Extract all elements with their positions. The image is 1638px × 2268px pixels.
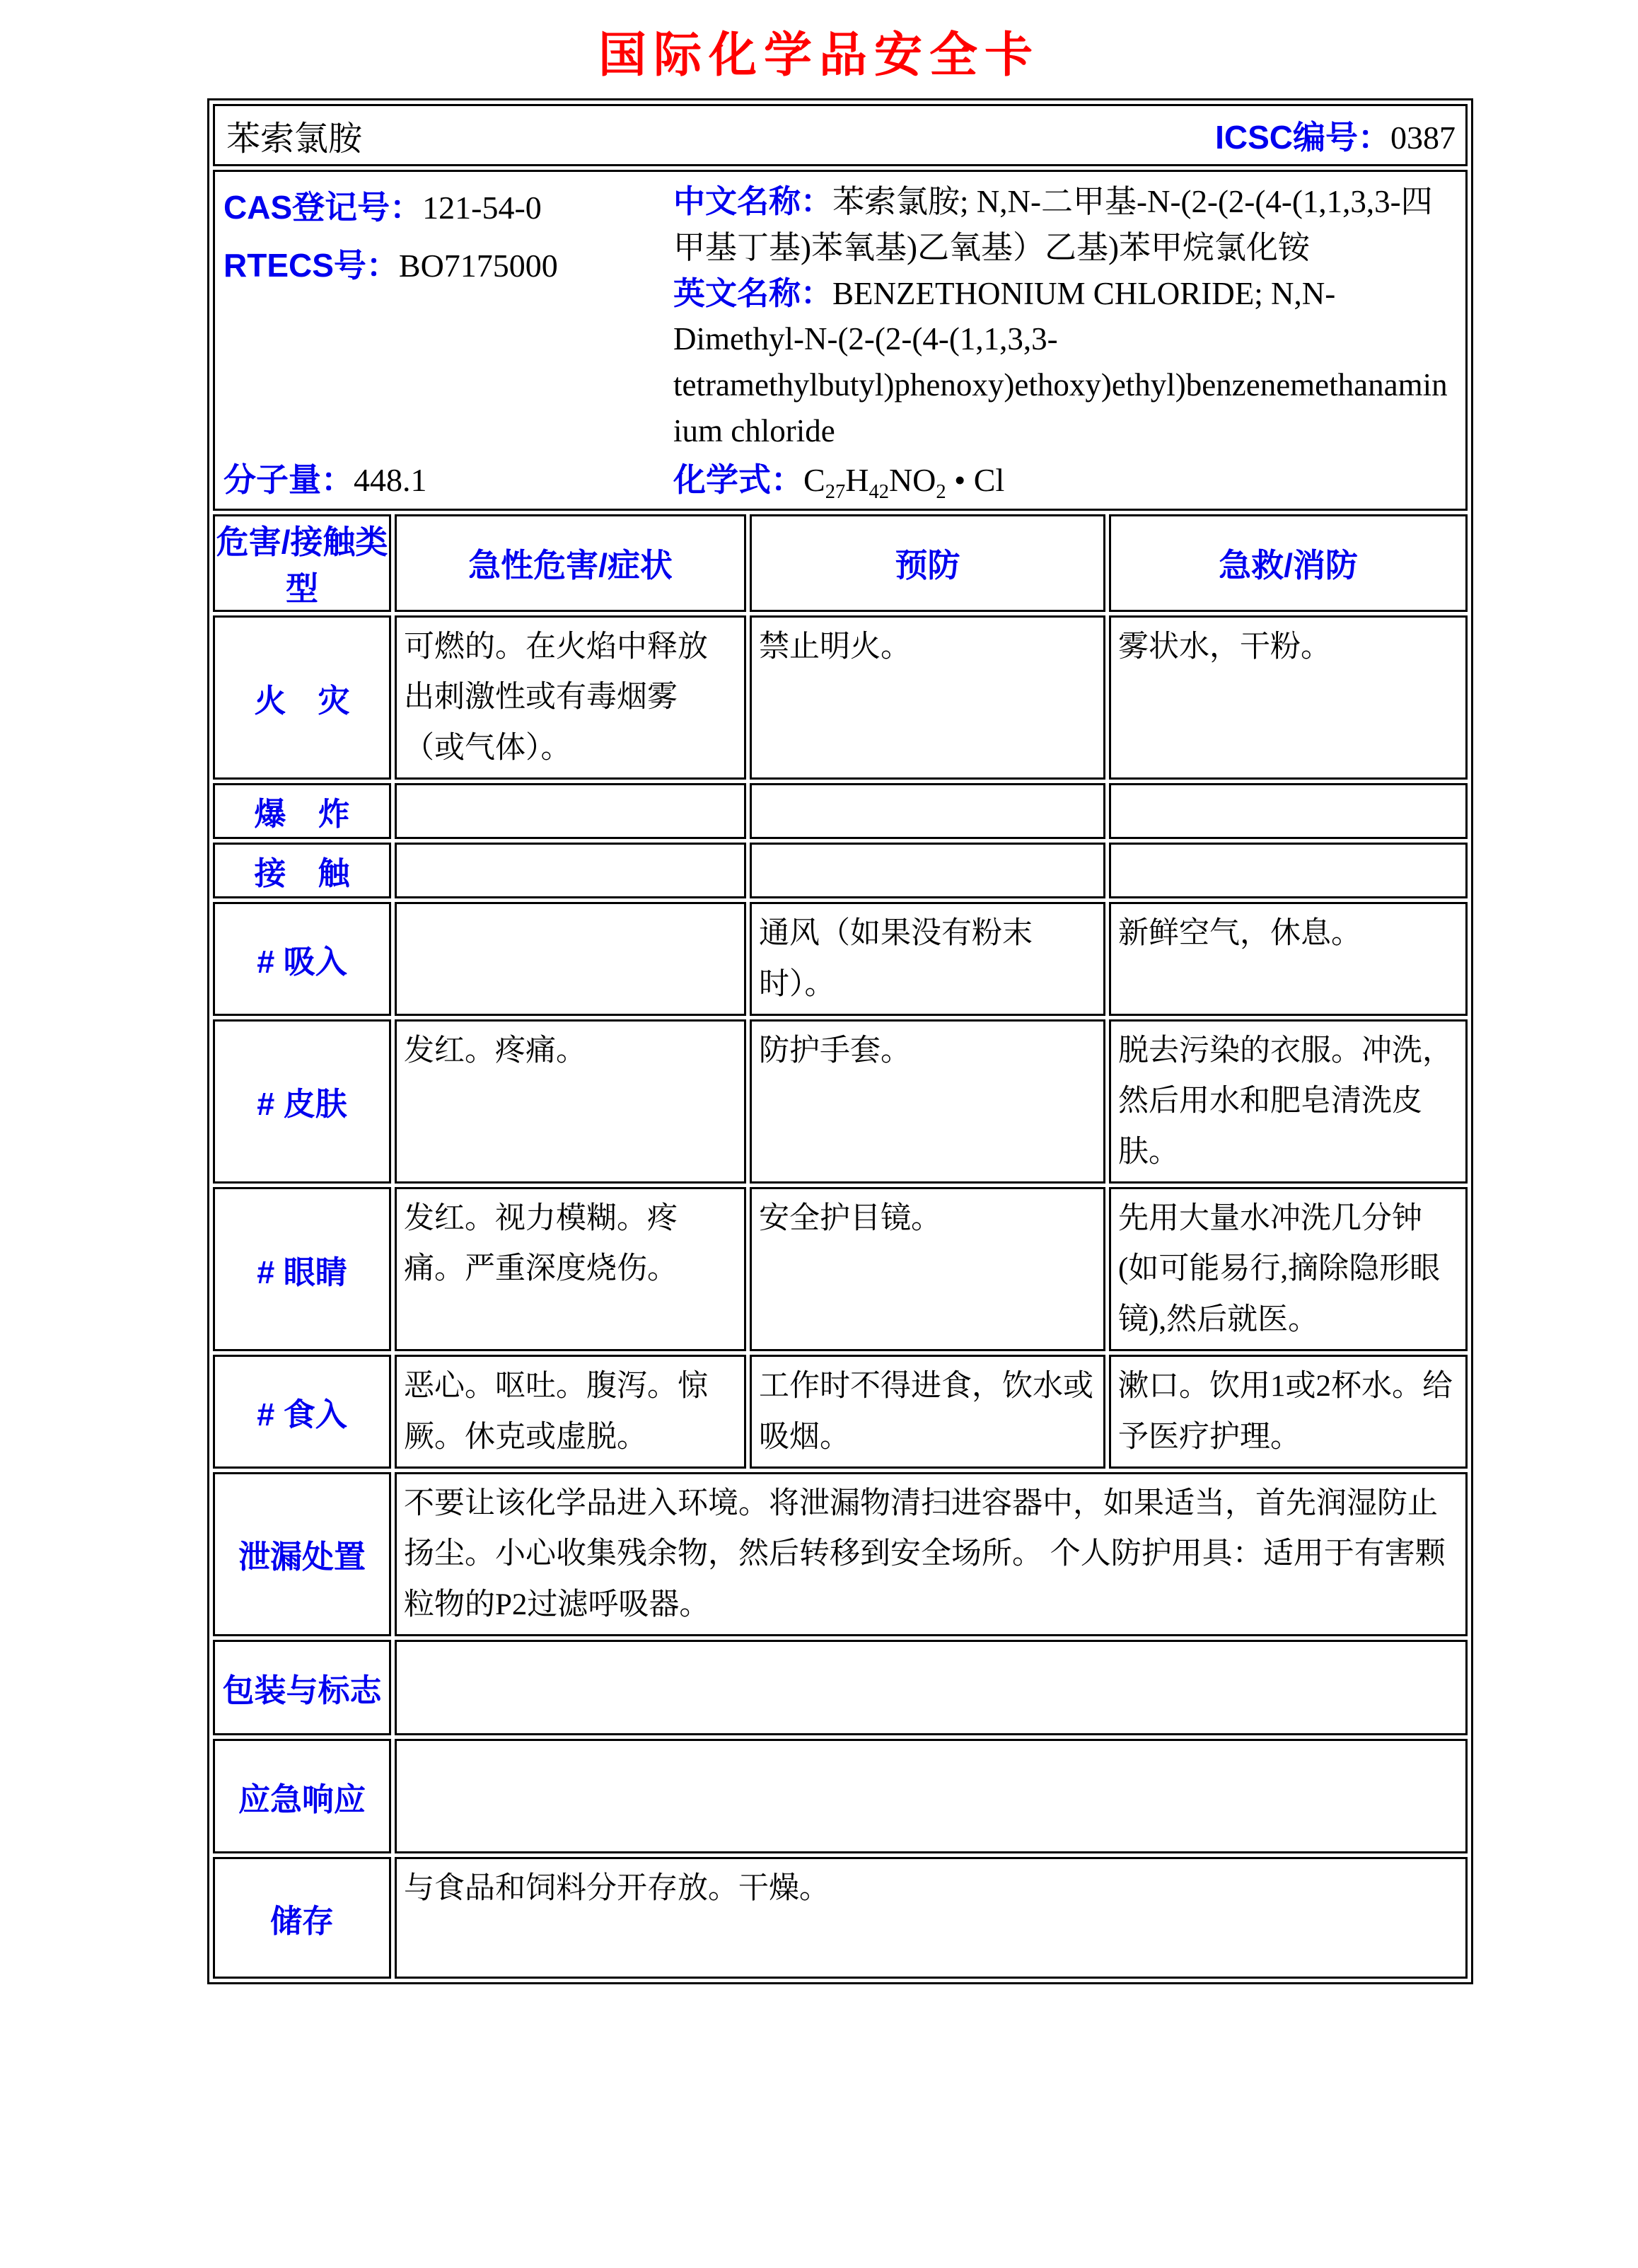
en-name: BENZETHONIUM CHLORIDE; N,N-Dimethyl-N-(2-(2-(4-(1,1,3,3-tetramethylbutyl)phenoxy)ethoxy)ethyl)benzenemethanaminium chloride bbox=[673, 275, 1448, 449]
hazard-label-contact: 接 触 bbox=[213, 843, 391, 898]
storage-content: 与食品和饲料分开存放。干燥。 bbox=[395, 1857, 1468, 1979]
eyes-symptoms: 发红。视力模糊。疼痛。严重深度烧伤。 bbox=[395, 1187, 746, 1351]
hazard-label-explosion: 爆 炸 bbox=[213, 783, 391, 839]
column-header-symptoms: 急性危害/症状 bbox=[395, 514, 746, 612]
section-label-emergency: 应急响应 bbox=[213, 1739, 391, 1853]
section-row-storage bbox=[213, 1857, 1468, 1979]
inhalation-prevention: 通风（如果没有粉末时）。 bbox=[750, 902, 1105, 1016]
chemical-formula-value: $C_{27}H_{42}NO_2$ • Cl bbox=[803, 461, 1005, 503]
section-label-spillage: 泄漏处置 bbox=[213, 1472, 391, 1636]
explosion-symptoms bbox=[395, 783, 746, 839]
skin-symptoms: 发红。疼痛。 bbox=[395, 1019, 746, 1184]
cas-label: CAS登记号： bbox=[223, 189, 423, 226]
hazard-row-inhalation bbox=[213, 902, 1468, 1016]
cas-line bbox=[223, 179, 673, 237]
icsc-number-group bbox=[1215, 112, 1456, 158]
registry-numbers bbox=[223, 179, 673, 454]
icsc-number: 0387 bbox=[1390, 120, 1456, 156]
rtecs-label: RTECS号： bbox=[223, 246, 399, 284]
inhalation-first-aid: 新鲜空气，休息。 bbox=[1109, 902, 1468, 1016]
column-header-hazard-type: 危害/接触类型 bbox=[213, 514, 391, 612]
substance-name: 苯索氯胺 bbox=[226, 120, 363, 158]
hazard-label-fire: 火 灾 bbox=[213, 615, 391, 780]
section-row-emergency bbox=[213, 1739, 1468, 1853]
icsc-label: ICSC编号： bbox=[1215, 119, 1390, 156]
contact-symptoms bbox=[395, 843, 746, 898]
fire-first-aid: 雾状水，干粉。 bbox=[1109, 615, 1468, 780]
explosion-first-aid bbox=[1109, 783, 1468, 839]
hazard-label-skin: # 皮肤 bbox=[213, 1019, 391, 1184]
hazard-row-contact bbox=[213, 843, 1468, 898]
rtecs-number: BO7175000 bbox=[398, 247, 558, 284]
spillage-content: 不要让该化学品进入环境。将泄漏物清扫进容器中，如果适当，首先润湿防止扬尘。小心收集残余物，然后转移到安全场所。 个人防护用具：适用于有害颗粒物的P2过滤呼吸器。 bbox=[395, 1472, 1468, 1636]
section-row-packaging bbox=[213, 1640, 1468, 1735]
inhalation-symptoms bbox=[395, 902, 746, 1016]
cn-name-paragraph bbox=[673, 179, 1456, 271]
hazard-row-ingestion bbox=[213, 1355, 1468, 1469]
section-label-packaging: 包装与标志 bbox=[213, 1640, 391, 1735]
skin-first-aid: 脱去污染的衣服。冲洗，然后用水和肥皂清洗皮肤。 bbox=[1109, 1019, 1468, 1184]
fire-symptoms: 可燃的。在火焰中释放出刺激性或有毒烟雾（或气体）。 bbox=[395, 615, 746, 780]
cn-name: 苯索氯胺; N,N-二甲基-N-(2-(2-(4-(1,1,3,3-四甲基丁基)苯氧基)乙氧基）乙基)苯甲烷氯化铵 bbox=[673, 184, 1433, 265]
hazard-label-inhalation: # 吸入 bbox=[213, 902, 391, 1016]
eyes-first-aid: 先用大量水冲洗几分钟(如可能易行,摘除隐形眼镜),然后就医。 bbox=[1109, 1187, 1468, 1351]
hazard-label-ingestion: # 食入 bbox=[213, 1355, 391, 1469]
en-name-label: 英文名称： bbox=[673, 274, 833, 311]
ingestion-symptoms: 恶心。呕吐。腹泻。惊厥。休克或虚脱。 bbox=[395, 1355, 746, 1469]
hazard-label-eyes: # 眼睛 bbox=[213, 1187, 391, 1351]
contact-prevention bbox=[750, 843, 1105, 898]
en-name-paragraph bbox=[673, 271, 1456, 454]
rtecs-line bbox=[223, 237, 673, 295]
emergency-content bbox=[395, 1739, 1468, 1853]
ingestion-prevention: 工作时不得进食，饮水或吸烟。 bbox=[750, 1355, 1105, 1469]
hazard-row-skin bbox=[213, 1019, 1468, 1184]
formula-line bbox=[673, 454, 1456, 504]
hazard-row-eyes bbox=[213, 1187, 1468, 1351]
section-label-storage: 储存 bbox=[213, 1857, 391, 1979]
contact-first-aid bbox=[1109, 843, 1468, 898]
cas-number: 121-54-0 bbox=[422, 190, 542, 226]
section-row-spillage bbox=[213, 1472, 1468, 1636]
hazard-row-explosion bbox=[213, 783, 1468, 839]
chemical-names bbox=[673, 179, 1456, 454]
cn-name-label: 中文名称： bbox=[673, 183, 833, 219]
packaging-content bbox=[395, 1640, 1468, 1735]
fire-prevention: 禁止明火。 bbox=[750, 615, 1105, 780]
skin-prevention: 防护手套。 bbox=[750, 1019, 1105, 1184]
molecular-weight-label: 分子量： bbox=[223, 461, 354, 498]
column-header-first-aid: 急救/消防 bbox=[1109, 514, 1468, 612]
hazard-row-fire bbox=[213, 615, 1468, 780]
column-header-prevention: 预防 bbox=[750, 514, 1105, 612]
explosion-prevention bbox=[750, 783, 1105, 839]
molecular-weight-value: 448.1 bbox=[354, 461, 427, 498]
molecular-weight-line bbox=[223, 454, 673, 504]
eyes-prevention: 安全护目镜。 bbox=[750, 1187, 1105, 1351]
page-title: 国际化学品安全卡 bbox=[598, 28, 1040, 82]
identifiers-cell bbox=[213, 170, 1468, 511]
safety-card-table bbox=[207, 98, 1473, 1984]
card-header-row bbox=[213, 104, 1468, 166]
ingestion-first-aid: 漱口。饮用1或2杯水。给予医疗护理。 bbox=[1109, 1355, 1468, 1469]
chemical-formula-label: 化学式： bbox=[673, 461, 803, 498]
